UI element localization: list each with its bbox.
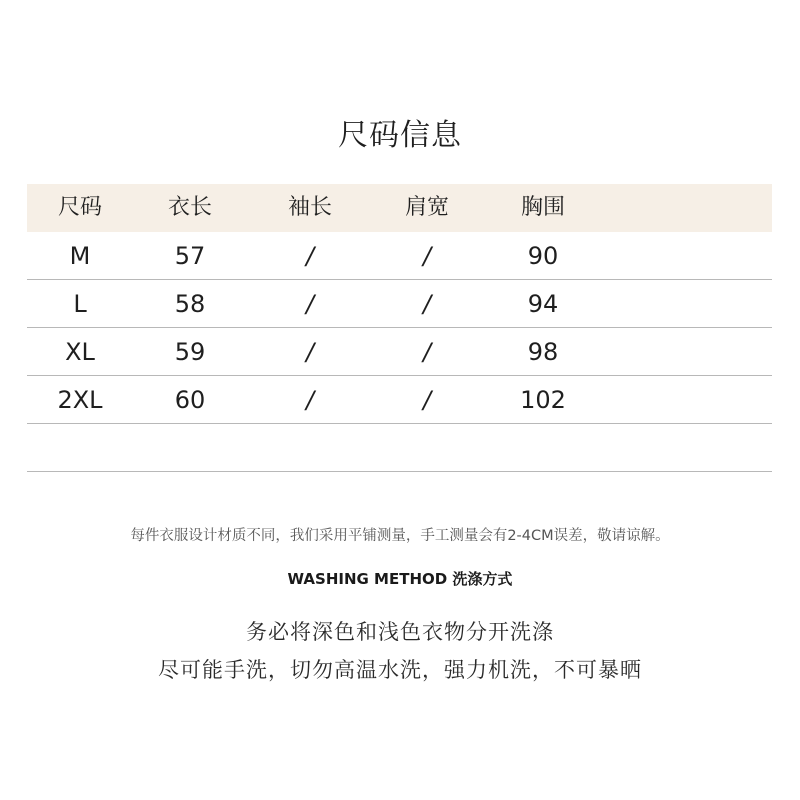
- table-row: [27, 328, 772, 376]
- header-chest: 胸围: [520, 195, 565, 220]
- size-table: [27, 184, 772, 472]
- table-row: [27, 376, 772, 424]
- cell-sleeve: /: [305, 386, 315, 414]
- cell-shoulder: /: [422, 338, 432, 366]
- measurement-note: 每件衣服设计材质不同，我们采用平铺测量，手工测量会有2-4CM误差，敬请谅解。: [130, 528, 670, 544]
- header-length: 衣长: [167, 195, 212, 220]
- cell-shoulder: /: [422, 290, 432, 318]
- header-sleeve: 袖长: [287, 195, 332, 220]
- table-row: [27, 280, 772, 328]
- cell-shoulder: /: [422, 242, 432, 270]
- cell-size: 2XL: [57, 386, 103, 414]
- table-header-row: [27, 184, 772, 232]
- washing-instruction-1: 务必将深色和浅色衣物分开洗涤: [246, 620, 554, 644]
- table-empty-row: [27, 424, 772, 472]
- cell-length: 60: [174, 386, 206, 414]
- cell-length: 57: [174, 242, 206, 270]
- cell-shoulder: /: [422, 386, 432, 414]
- header-shoulder: 肩宽: [404, 195, 449, 220]
- cell-length: 59: [174, 338, 206, 366]
- cell-size: XL: [65, 338, 95, 366]
- header-size: 尺码: [57, 195, 102, 220]
- cell-chest: 90: [527, 242, 559, 270]
- cell-size: M: [69, 242, 91, 270]
- washing-method-title: WASHING METHOD 洗涤方式: [287, 570, 513, 588]
- cell-chest: 102: [520, 386, 566, 414]
- cell-chest: 98: [527, 338, 559, 366]
- cell-sleeve: /: [305, 242, 315, 270]
- cell-sleeve: /: [305, 290, 315, 318]
- cell-sleeve: /: [305, 338, 315, 366]
- cell-length: 58: [174, 290, 206, 318]
- washing-instruction-2: 尽可能手洗，切勿高温水洗，强力机洗，不可暴晒: [158, 658, 642, 682]
- cell-size: L: [73, 290, 87, 318]
- page-title: 尺码信息: [338, 118, 462, 153]
- table-row: [27, 232, 772, 280]
- cell-chest: 94: [527, 290, 559, 318]
